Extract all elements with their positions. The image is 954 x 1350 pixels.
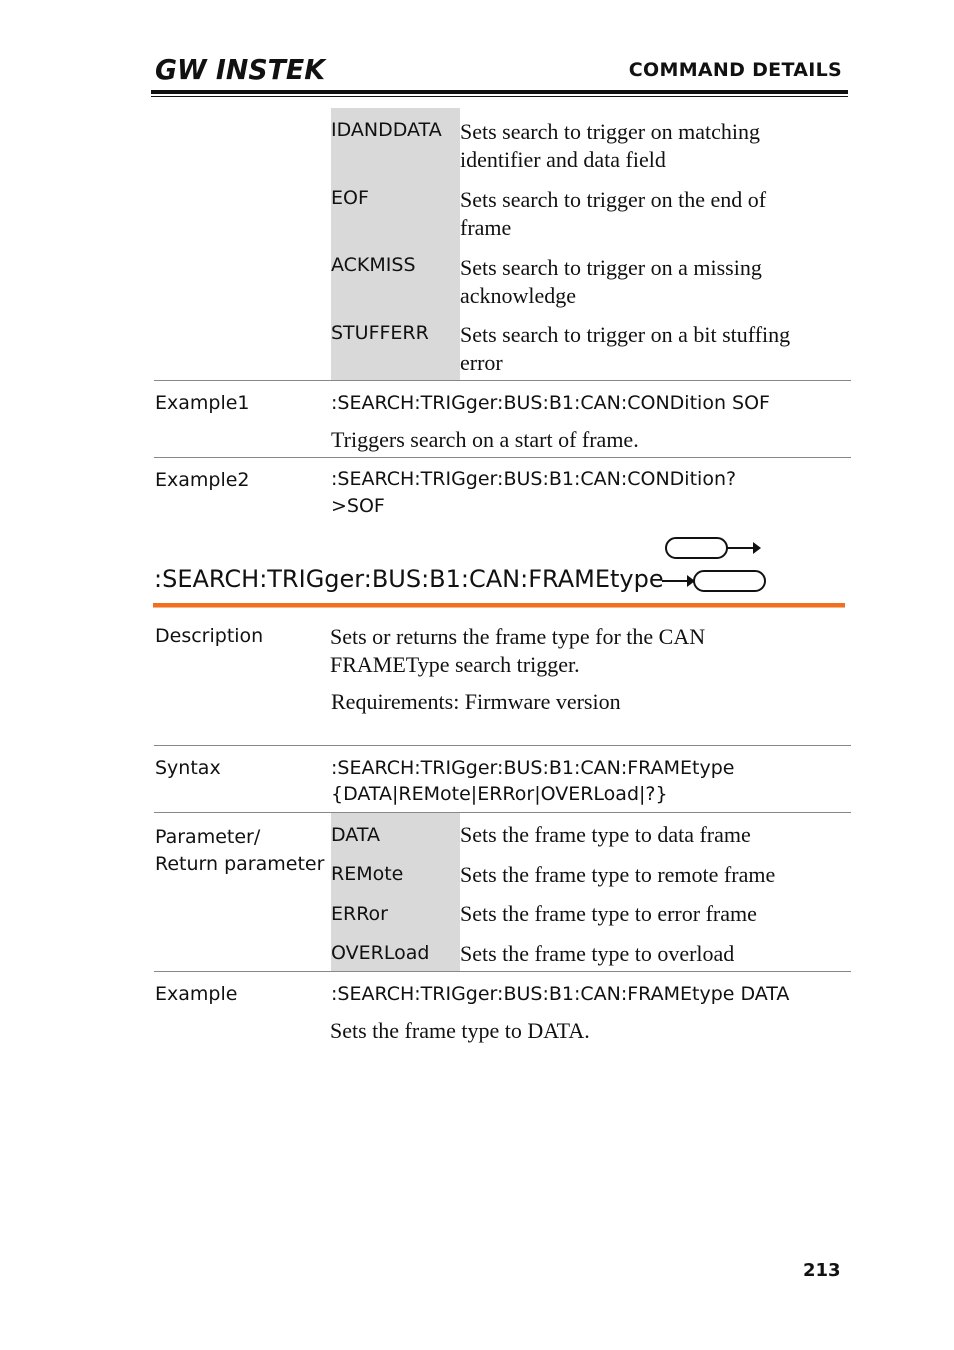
param-name: ERRor [331,903,388,925]
requirements-text: Requirements: Firmware version [331,689,621,714]
param-description: Sets the frame type to data frame [460,822,751,847]
syntax-line2: {DATA|REMote|ERRor|OVERLoad|?} [331,783,668,805]
syntax-line1: :SEARCH:TRIGger:BUS:B1:CAN:FRAMEtype [331,757,735,779]
param-name: OVERLoad [331,942,430,964]
example2-response: >SOF [331,495,385,517]
header-rule-thin [151,96,848,97]
syntax-label: Syntax [155,757,221,779]
param-description: Sets search to trigger on the end of frame [460,187,767,240]
example-command: :SEARCH:TRIGger:BUS:B1:CAN:FRAMEtype DATA [331,983,790,1005]
param-name: DATA [331,824,380,846]
param-name: IDANDDATA [331,119,442,141]
param-name: ACKMISS [331,254,416,276]
param-description: Sets the frame type to overload [460,941,735,966]
page-number: 213 [803,1260,841,1281]
gw-instek-logo [155,53,327,83]
param-description: Sets search to trigger on a missing acknowledge [460,255,762,308]
row-divider [154,457,851,458]
logo-text: GW INSTEK [155,53,327,83]
example1-note: Triggers search on a start of frame. [331,427,639,452]
row-divider [154,812,851,813]
param-name: STUFFERR [331,322,429,344]
description-label: Description [155,625,264,647]
example-note: Sets the frame type to DATA. [330,1018,590,1043]
section-title: COMMAND DETAILS [628,59,842,81]
example2-label: Example2 [155,469,250,491]
param-description: Sets the frame type to remote frame [460,862,776,887]
example2-command: :SEARCH:TRIGger:BUS:B1:CAN:CONDition? [331,468,737,490]
heading-accent-rule-shadow [153,607,845,608]
row-divider [154,971,851,972]
set-query-icon [660,535,770,597]
row-divider [154,745,851,746]
param-description: Sets search to trigger on a bit stuffing error [460,322,791,375]
param-name: EOF [331,187,369,209]
row-divider [154,380,851,381]
command-heading: :SEARCH:TRIGger:BUS:B1:CAN:FRAMEtype [154,565,664,593]
param-description: Sets the frame type to error frame [460,901,757,926]
parameter-label: Parameter/ Return parameter [155,826,325,875]
example1-command: :SEARCH:TRIGger:BUS:B1:CAN:CONDition SOF [331,392,770,414]
param-name: REMote [331,863,404,885]
description-text: Sets or returns the frame type for the CAN FRAMEType search trigger. [330,624,706,677]
header-rule [151,90,848,94]
example1-label: Example1 [155,392,250,414]
param-description: Sets search to trigger on matching identifier and data field [460,119,760,172]
example-label: Example [155,983,238,1005]
